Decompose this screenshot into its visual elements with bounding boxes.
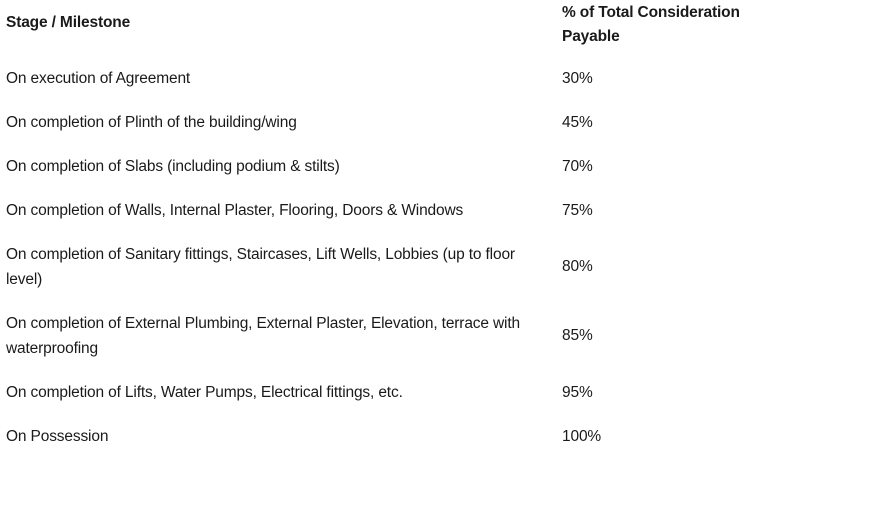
percentage-cell: 85% [562,327,593,344]
stage-cell: On completion of Plinth of the building/wing [6,113,297,131]
percentage-cell: 75% [562,201,593,219]
stage-cell: On execution of Agreement [6,69,191,87]
stage-cell: On completion of Sanitary fittings, Staircases, Lift Wells, Lobbies (up to floor level) [6,245,515,288]
column-header-stage-milestone: Stage / Milestone [6,14,131,31]
percentage-cell: 100% [562,427,602,445]
percentage-cell: 45% [562,113,593,131]
stage-cell: On completion of Walls, Internal Plaster, Flooring, Doors & Windows [6,201,464,219]
percentage-cell: 95% [562,383,593,401]
percentage-cell: 30% [562,69,593,87]
column-header-percentage-line1: % of Total Consideration [562,4,740,21]
table-row [0,301,766,370]
table-row [0,232,766,301]
percentage-cell: 70% [562,157,593,175]
column-header-percentage-line2: Payable [562,28,620,45]
table-body [0,56,766,458]
stage-cell: On completion of Lifts, Water Pumps, Electrical fittings, etc. [6,383,403,401]
stage-cell: On Possession [6,427,109,445]
header-row [0,0,766,56]
percentage-cell: 80% [562,258,593,275]
table-row [0,370,766,414]
stage-cell: On completion of External Plumbing, External Plaster, Elevation, terrace with waterproofing [6,314,520,357]
table-row [0,188,766,232]
stage-cell: On completion of Slabs (including podium & stilts) [6,157,340,175]
table-row [0,414,766,458]
table-row [0,144,766,188]
table-row [0,100,766,144]
table-row [0,56,766,100]
column-header-percentage-payable [556,0,766,56]
table-header [0,0,766,56]
